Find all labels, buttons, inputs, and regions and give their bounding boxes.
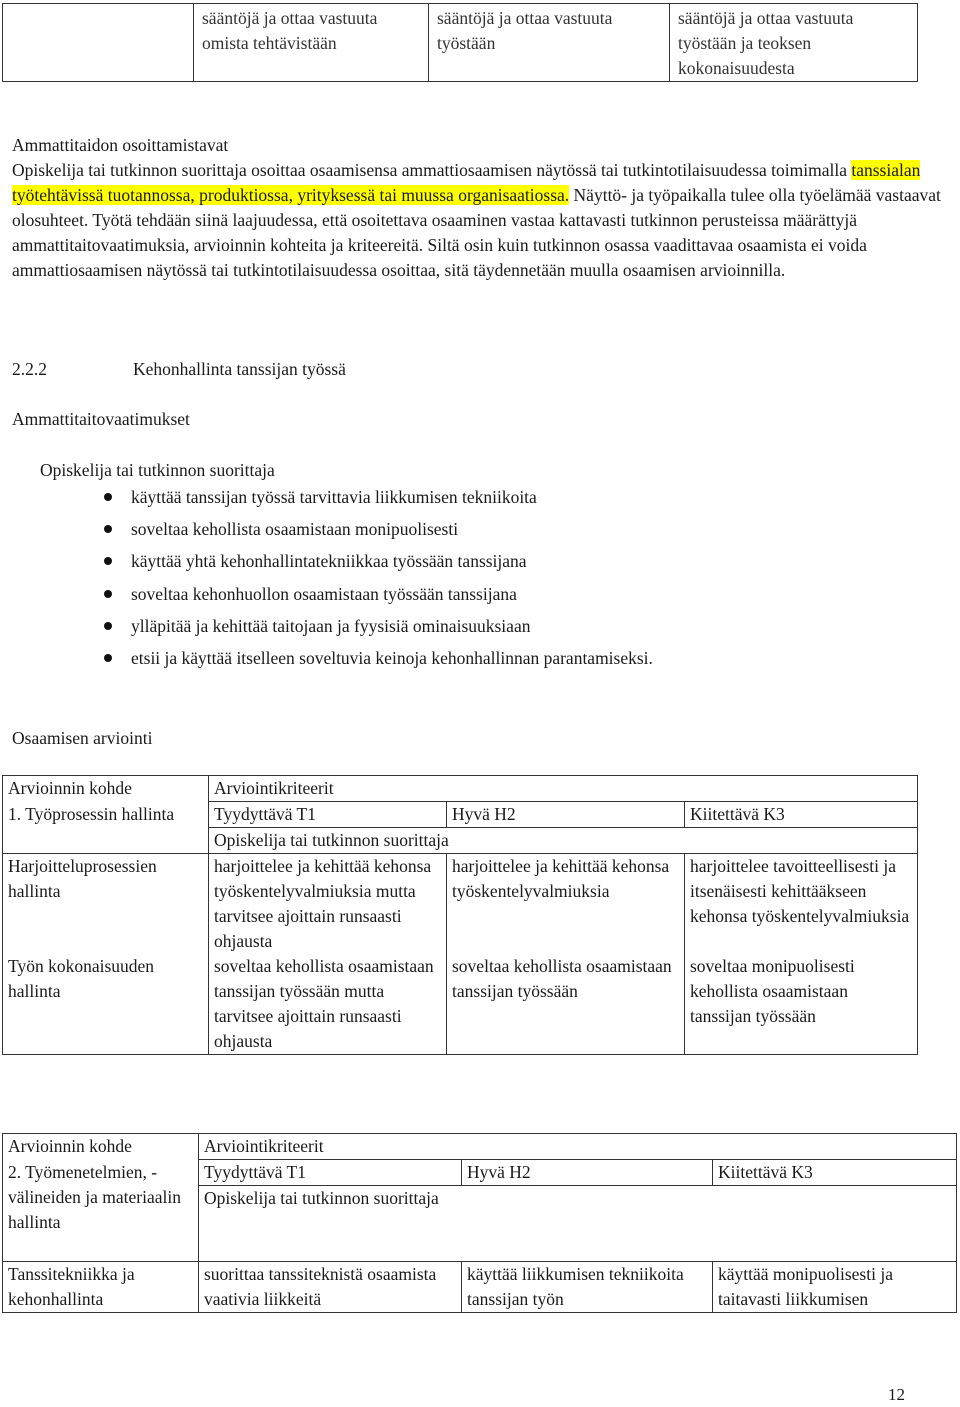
requirements-heading: Ammattitaitovaatimukset (12, 409, 190, 429)
cell-h2: harjoittelee ja kehittää kehonsa työskentelyvalmiuksia (447, 854, 685, 955)
level-h2: Hyvä H2 (447, 802, 685, 828)
subject-label: Opiskelija tai tutkinnon suorittaja (209, 828, 918, 854)
cell-k3: harjoittelee tavoitteellisesti ja itsenäisesti kehittääkseen kehonsa työskentelyvalmiuksia (685, 854, 918, 955)
cell-t1: suorittaa tanssiteknistä osaamista vaativia liikkeitä (199, 1262, 462, 1313)
requirements-intro: Opiskelija tai tutkinnon suorittaja (40, 460, 275, 480)
table-cell: sääntöjä ja ottaa vastuuta työstään ja teoksen kokonaisuudesta (670, 4, 918, 82)
table-row (3, 1160, 957, 1186)
assessment-table-2 (2, 1133, 957, 1313)
table-header-row (3, 776, 918, 802)
table-header-row (3, 1134, 957, 1160)
header-criteria: Arviointikriteerit (199, 1134, 957, 1160)
table-row (3, 4, 918, 82)
row-label: Harjoitteluprosessien hallinta (3, 854, 209, 955)
cell-t1: harjoittelee ja kehittää kehonsa työskentelyvalmiuksia mutta tarvitsee ajoittain runsaasti ohjausta (209, 854, 447, 955)
cell-k3: käyttää monipuolisesti ja taitavasti liikkumisen (713, 1262, 957, 1313)
header-target: Arvioinnin kohde (3, 1134, 199, 1160)
cell-k3: soveltaa monipuolisesti kehollista osaamistaan tanssijan työssään (685, 954, 918, 1055)
level-t1: Tyydyttävä T1 (209, 802, 447, 828)
table-cell: sääntöjä ja ottaa vastuuta työstään (429, 4, 670, 82)
demonstration-heading: Ammattitaidon osoittamistavat (12, 135, 229, 155)
level-t1: Tyydyttävä T1 (199, 1160, 462, 1186)
row-label: Tanssitekniikka ja kehonhallinta (3, 1262, 199, 1313)
cell-h2: soveltaa kehollista osaamistaan tanssijan työssään (447, 954, 685, 1055)
cell-h2: käyttää liikkumisen tekniikoita tanssijan työn (462, 1262, 713, 1313)
list-item: soveltaa kehollista osaamistaan monipuolisesti (104, 517, 904, 549)
list-item: soveltaa kehonhuollon osaamistaan työssään tanssijana (104, 582, 904, 614)
row-label: Työn kokonaisuuden hallinta (3, 954, 209, 1055)
level-h2: Hyvä H2 (462, 1160, 713, 1186)
cell-t1: soveltaa kehollista osaamistaan tanssijan työssään mutta tarvitsee ajoittain runsaasti ohjausta (209, 954, 447, 1055)
level-k3: Kiitettävä K3 (713, 1160, 957, 1186)
table-row (3, 854, 918, 955)
header-target: Arvioinnin kohde (3, 776, 209, 802)
list-item: käyttää yhtä kehonhallintatekniikkaa työssään tanssijana (104, 549, 904, 581)
demonstration-paragraph (12, 158, 942, 283)
table-cell (3, 4, 194, 82)
list-item: etsii ja käyttää itselleen soveltuvia keinoja kehonhallinnan parantamiseksi. (104, 646, 904, 678)
highlighted-text: tanssialan työtehtävissä tuotannossa, produktiossa, yrityksessä tai muussa organisaatiossa. (12, 160, 921, 205)
section-title: Kehonhallinta tanssijan työssä (133, 359, 346, 379)
level-k3: Kiitettävä K3 (685, 802, 918, 828)
assessment-table-1 (2, 775, 918, 1055)
section-number: 2.2.2 (12, 359, 47, 379)
top-continuation-table (2, 3, 918, 82)
paragraph-text: Opiskelija tai tutkinnon suorittaja osoittaa osaamisensa ammattiosaamisen näytössä tai tutkintotilaisuudessa toimimalla (12, 160, 852, 180)
header-criteria: Arviointikriteerit (209, 776, 918, 802)
table-cell: sääntöjä ja ottaa vastuuta omista tehtävistään (194, 4, 429, 82)
subject-label: Opiskelija tai tutkinnon suorittaja (199, 1186, 957, 1262)
table-row (3, 802, 918, 828)
table-row (3, 1262, 957, 1313)
list-item: käyttää tanssijan työssä tarvittavia liikkumisen tekniikoita (104, 485, 904, 517)
target-label: 2. Työmenetelmien, -välineiden ja materiaalin hallinta (3, 1160, 199, 1262)
list-item: ylläpitää ja kehittää taitojaan ja fyysisiä ominaisuuksiaan (104, 614, 904, 646)
table-row (3, 954, 918, 1055)
paragraph-text: Näyttö- ja työpaikalla tulee olla työelämää vastaavat olosuhteet. Työtä tehdään siinä laajuudessa, että osoitettava osaaminen vastaa kattavasti tutkinnon perusteissa määrättyjä ammattitaitovaatimuksia, arvioinnin kohteita ja kriteereitä. Siltä osin kuin tutkinnon osassa vaadittavaa osaamista ei voida ammattiosaamisen näytössä tai tutkintotilaisuudessa osoittaa, sitä täydennetään muulla osaamisen arvioinnilla. (12, 185, 941, 280)
target-label: 1. Työprosessin hallinta (3, 802, 209, 854)
assessment-heading: Osaamisen arviointi (12, 728, 153, 748)
requirements-list (104, 485, 904, 678)
page-number: 12 (888, 1385, 905, 1404)
